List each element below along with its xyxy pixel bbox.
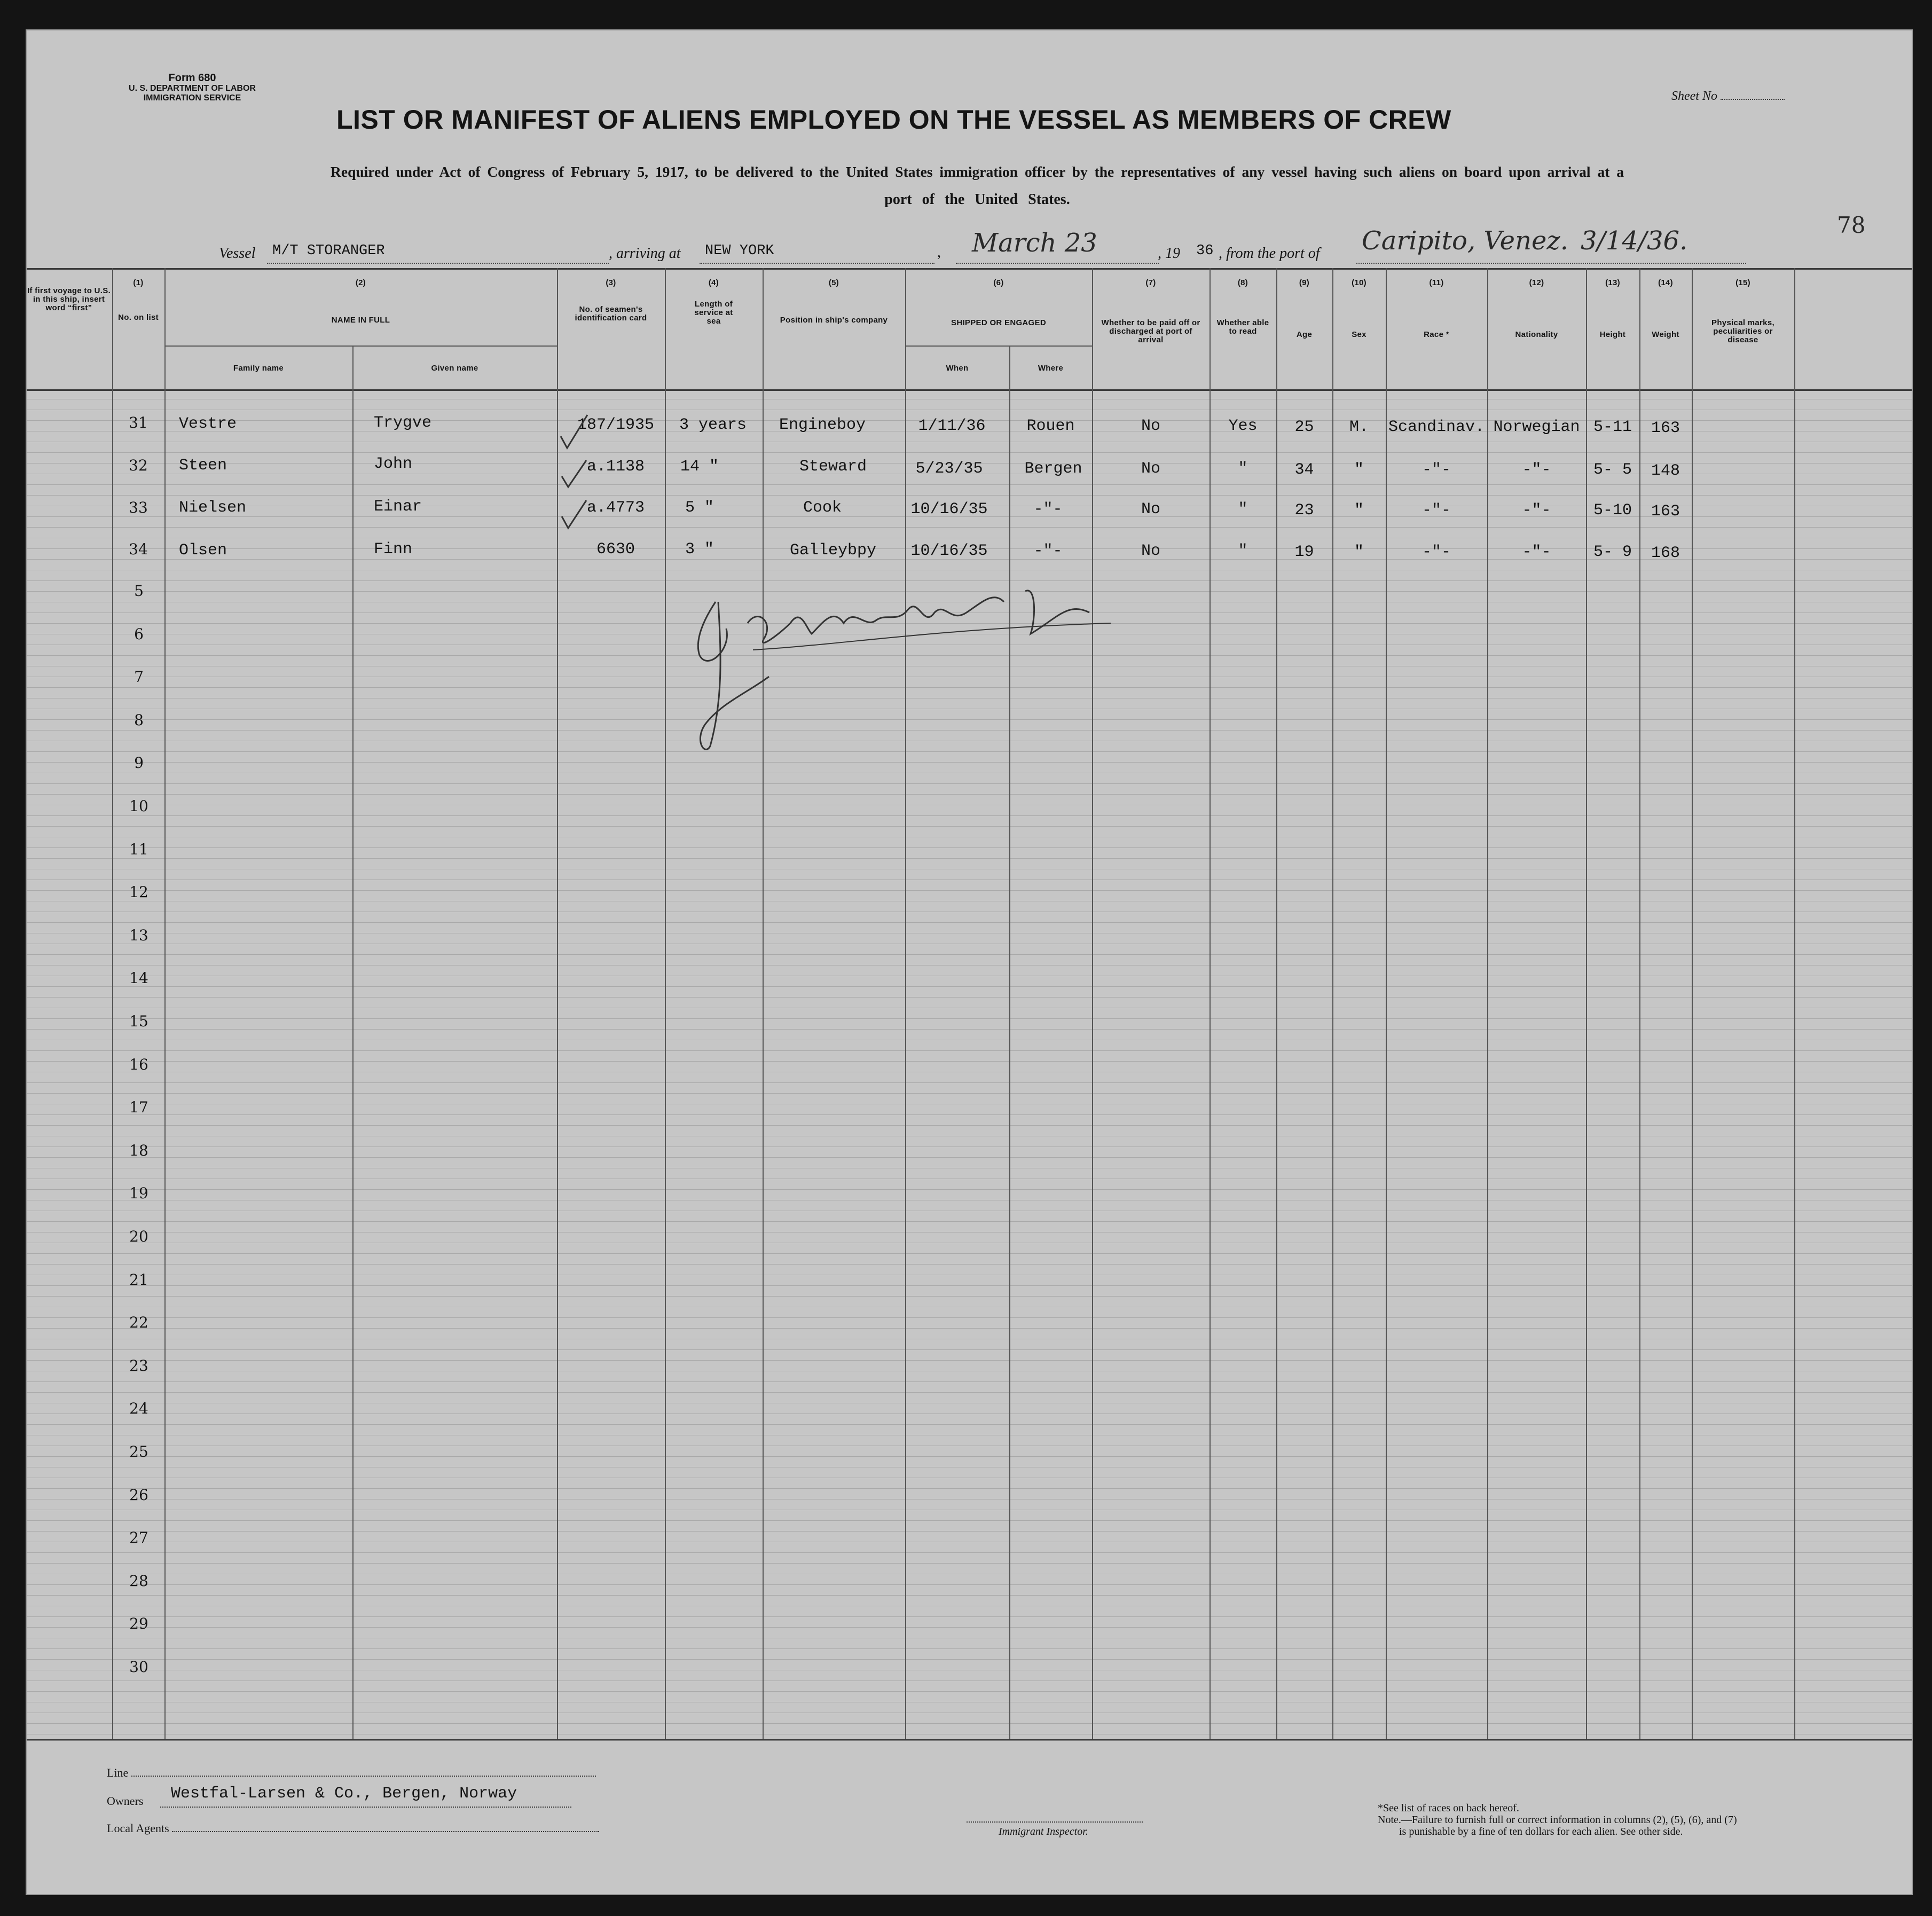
ruled-line	[27, 783, 1912, 784]
sex: M.	[1349, 418, 1369, 436]
height: 5-11	[1593, 418, 1632, 436]
column-divider	[665, 268, 666, 1739]
position: Cook	[803, 499, 842, 517]
ruled-line	[27, 1093, 1912, 1094]
page-title: LIST OR MANIFEST OF ALIENS EMPLOYED ON THE VESSEL AS MEMBERS OF CREW	[336, 105, 1451, 135]
ruled-line	[27, 1253, 1912, 1254]
department-name: U. S. DEPARTMENT OF LABOR	[129, 84, 256, 93]
header-no-on-list: No. on list	[118, 313, 159, 322]
shipped-where: -"-	[1033, 500, 1063, 519]
header-col10-number: (10)	[1352, 278, 1366, 287]
header-physical-marks: Physical marks, peculiarities or disease	[1711, 318, 1774, 344]
ruled-lines	[27, 30, 1912, 1894]
column-divider	[1692, 268, 1693, 1739]
ruled-line	[27, 847, 1912, 848]
ruled-line	[27, 1050, 1912, 1051]
ruled-line	[27, 1296, 1912, 1297]
row-number: 10	[129, 797, 148, 815]
ruled-line	[27, 1595, 1912, 1596]
ruled-line	[27, 1157, 1912, 1158]
ruled-line	[27, 1392, 1912, 1393]
shipped-when: 1/11/36	[918, 417, 986, 435]
row-number: 33	[129, 499, 148, 516]
form-number: Form 680	[168, 72, 216, 84]
service-length: 5 "	[685, 499, 714, 517]
from-port-label: , from the port of	[1219, 245, 1320, 262]
shipped-when: 10/16/35	[910, 500, 988, 519]
able-to-read: "	[1238, 460, 1248, 478]
header-shipped-or-engaged: SHIPPED OR ENGAGED	[951, 318, 1046, 327]
header-name-in-full: NAME IN FULL	[331, 316, 390, 325]
row-number: 14	[129, 969, 148, 987]
footer-separator	[27, 1740, 1912, 1741]
column-divider	[1276, 268, 1277, 1739]
nationality: Norwegian	[1493, 418, 1580, 436]
age: 23	[1294, 501, 1314, 520]
row-number: 19	[129, 1184, 148, 1202]
arriving-label: , arriving at	[609, 245, 681, 262]
paid-off: No	[1141, 500, 1160, 519]
given-name: Finn	[374, 540, 413, 559]
paid-off: No	[1141, 417, 1160, 435]
given-name: Einar	[374, 498, 422, 516]
ruled-line	[27, 954, 1912, 955]
ruled-line	[27, 890, 1912, 891]
service-length: 14 "	[680, 458, 719, 476]
comma-separator: ,	[937, 244, 941, 261]
row-number: 6	[134, 625, 144, 643]
inspector-label: Immigrant Inspector.	[999, 1826, 1088, 1838]
ruled-line	[27, 1061, 1912, 1062]
header-length-of-service: Length of service at sea	[694, 300, 733, 326]
header-sex: Sex	[1352, 330, 1366, 339]
vessel-label: Vessel	[219, 245, 256, 262]
able-to-read: Yes	[1228, 417, 1258, 435]
subtitle-line-2: port of the United States.	[884, 191, 1070, 208]
header-col5-number: (5)	[828, 278, 839, 287]
ruled-line	[27, 1616, 1912, 1617]
family-name: Steen	[179, 457, 227, 475]
header-when: When	[946, 364, 969, 373]
id-card-number: a.4773	[586, 499, 645, 517]
line-label-text: Line	[107, 1766, 129, 1779]
service-length: 3 years	[679, 416, 747, 434]
header-col7-number: (7)	[1145, 278, 1156, 287]
family-name: Nielsen	[179, 499, 247, 517]
agents-label: Local Agents	[107, 1821, 169, 1835]
fine-note-1: Note.—Failure to furnish full or correct information in columns (2), (5), (6), and (7)	[1378, 1814, 1737, 1826]
row-number: 15	[129, 1012, 148, 1030]
race: -"-	[1421, 501, 1451, 520]
id-card-number: 6630	[596, 540, 635, 559]
column-divider	[905, 268, 906, 1739]
sex: "	[1354, 501, 1364, 520]
ruled-line	[27, 826, 1912, 827]
ruled-line	[27, 527, 1912, 528]
weight: 148	[1651, 462, 1680, 480]
row-number: 9	[134, 754, 144, 772]
ruled-line	[27, 858, 1912, 859]
ruled-line	[27, 495, 1912, 496]
fine-note-2: is punishable by a fine of ten dollars for each alien. See other side.	[1399, 1826, 1683, 1838]
vessel-name: M/T STORANGER	[272, 243, 385, 259]
race: Scandinav.	[1388, 418, 1485, 436]
header-col3-number: (3)	[606, 278, 616, 287]
ruled-line	[27, 1563, 1912, 1564]
ruled-line	[27, 1189, 1912, 1190]
ruled-line	[27, 1317, 1912, 1318]
row-number: 16	[129, 1056, 148, 1073]
row-number: 13	[129, 926, 148, 944]
column-divider	[1210, 268, 1211, 1739]
shipped-when: 10/16/35	[910, 542, 988, 560]
ruled-line	[27, 1520, 1912, 1521]
column-divider	[164, 268, 166, 1739]
line-blank	[131, 1776, 596, 1777]
row-number: 20	[129, 1228, 148, 1245]
ruled-line	[27, 997, 1912, 998]
check-mark-icon	[561, 415, 587, 448]
header-col2-number: (2)	[355, 278, 366, 287]
position: Engineboy	[779, 416, 866, 434]
ruled-line	[27, 1029, 1912, 1030]
ruled-line	[27, 1125, 1912, 1126]
row-number: 25	[129, 1443, 148, 1460]
shipped-where: -"-	[1033, 542, 1063, 560]
ruled-line	[27, 1082, 1912, 1083]
ruled-line	[27, 1648, 1912, 1649]
family-name: Vestre	[179, 415, 237, 433]
header-id-card: No. of seamen's identification card	[575, 305, 647, 323]
agents-blank	[172, 1831, 599, 1832]
row-number: 22	[129, 1314, 148, 1331]
arriving-port: NEW YORK	[705, 243, 774, 259]
paid-off: No	[1141, 542, 1160, 560]
check-marks	[555, 404, 619, 580]
ruled-line	[27, 1328, 1912, 1329]
row-number: 8	[134, 711, 144, 729]
weight: 168	[1651, 544, 1680, 562]
header-col6-number: (6)	[993, 278, 1004, 287]
row-number: 29	[129, 1615, 148, 1632]
age: 34	[1294, 461, 1314, 479]
header-race: Race *	[1424, 330, 1449, 339]
departure-port: Caripito, Venez.	[1362, 226, 1568, 256]
ruled-line	[27, 1381, 1912, 1382]
header-where: Where	[1038, 364, 1064, 373]
sheet-page-number: 78	[1837, 212, 1866, 238]
arrival-year: 36	[1196, 243, 1214, 259]
ruled-line	[27, 815, 1912, 816]
column-divider	[352, 345, 354, 1739]
ruled-line	[27, 1552, 1912, 1553]
check-mark-icon	[562, 460, 586, 487]
nationality: -"-	[1522, 543, 1551, 561]
header-given-name: Given name	[431, 364, 478, 373]
sex: "	[1354, 461, 1364, 479]
ruled-line	[27, 1018, 1912, 1019]
column-divider	[1586, 268, 1587, 1739]
ruled-line	[27, 1456, 1912, 1457]
ruled-line	[27, 1349, 1912, 1350]
row-number: 18	[129, 1142, 148, 1159]
header-family-name: Family name	[233, 364, 284, 373]
able-to-read: "	[1238, 542, 1248, 560]
shipped-when: 5/23/35	[915, 460, 983, 478]
header-col1-number: (1)	[133, 278, 144, 287]
races-note: *See list of races on back hereof.	[1378, 1802, 1519, 1814]
age: 25	[1294, 418, 1314, 436]
row-number: 12	[129, 883, 148, 901]
id-card-number: a.1138	[586, 458, 645, 476]
column-divider	[112, 268, 113, 1739]
ruled-line	[27, 794, 1912, 795]
age: 19	[1294, 543, 1314, 561]
ruled-line	[27, 1584, 1912, 1585]
ruled-line	[27, 1627, 1912, 1628]
weight: 163	[1651, 419, 1680, 437]
height: 5-10	[1593, 501, 1632, 520]
owners-label: Owners	[107, 1794, 144, 1808]
line-label	[107, 1766, 596, 1780]
ruled-line	[27, 1114, 1912, 1115]
owners-row	[107, 1794, 143, 1808]
nationality: -"-	[1522, 461, 1551, 479]
position: Steward	[799, 458, 867, 476]
row-number: 17	[129, 1098, 148, 1116]
inspector-line	[967, 1821, 1143, 1823]
header-col4-number: (4)	[708, 278, 719, 287]
weight: 163	[1651, 502, 1680, 521]
column-divider	[1386, 268, 1387, 1739]
header-col14-number: (14)	[1658, 278, 1673, 287]
ruled-line	[27, 1221, 1912, 1222]
ruled-line	[27, 1723, 1912, 1724]
row-number: 34	[129, 540, 148, 558]
owners-blank	[160, 1807, 571, 1808]
header-first-voyage: If first voyage to U.S. in this ship, insert word “first”	[27, 286, 111, 312]
header-weight: Weight	[1652, 330, 1679, 339]
column-divider	[1794, 268, 1795, 1739]
id-card-number: 187/1935	[577, 416, 655, 434]
header-paid-off: Whether to be paid off or discharged at port of arrival	[1101, 318, 1200, 344]
header-able-to-read: Whether able to read	[1216, 318, 1269, 336]
row-number: 32	[129, 457, 148, 474]
service-name: IMMIGRATION SERVICE	[143, 93, 241, 103]
arrival-date: March 23	[972, 228, 1097, 258]
row-number: 5	[134, 582, 144, 600]
row-number: 30	[129, 1658, 148, 1676]
owners-name: Westfal-Larsen & Co., Bergen, Norway	[171, 1785, 517, 1803]
departure-date: 3/14/36.	[1581, 226, 1688, 256]
column-divider	[763, 268, 764, 1739]
row-number: 26	[129, 1486, 148, 1504]
given-name: John	[374, 455, 413, 473]
header-col13-number: (13)	[1605, 278, 1620, 287]
row-number: 27	[129, 1529, 148, 1546]
ruled-line	[27, 1264, 1912, 1265]
ruled-line	[27, 1285, 1912, 1286]
column-divider	[1639, 268, 1640, 1739]
ruled-line	[27, 452, 1912, 453]
sheet-label-text: Sheet No	[1671, 89, 1717, 103]
year-prefix: , 19	[1158, 245, 1180, 262]
race: -"-	[1421, 543, 1451, 561]
ruled-line	[27, 762, 1912, 763]
race: -"-	[1421, 461, 1451, 479]
header-position: Position in ship's company	[780, 316, 888, 325]
row-number: 23	[129, 1357, 148, 1375]
column-divider	[1487, 268, 1488, 1739]
shipped-where: Bergen	[1024, 460, 1082, 478]
sex: "	[1354, 543, 1364, 561]
row-number: 31	[129, 414, 148, 431]
column-divider	[1092, 268, 1093, 1739]
header-col8-number: (8)	[1237, 278, 1248, 287]
shipped-where: Rouen	[1026, 417, 1075, 435]
ruled-line	[27, 1691, 1912, 1692]
service-length: 3 "	[685, 540, 714, 559]
position: Galleybpy	[789, 541, 877, 560]
row-number: 21	[129, 1271, 148, 1289]
given-name: Trygve	[374, 414, 432, 432]
ruled-line	[27, 1531, 1912, 1532]
header-nationality: Nationality	[1515, 330, 1558, 339]
agents-row	[107, 1821, 599, 1835]
header-col12-number: (12)	[1529, 278, 1544, 287]
ruled-line	[27, 1360, 1912, 1361]
row-number: 28	[129, 1572, 148, 1590]
height: 5- 5	[1593, 461, 1632, 479]
header-age: Age	[1296, 330, 1313, 339]
inspector-signature	[684, 570, 1143, 762]
family-name: Olsen	[179, 541, 227, 560]
paid-off: No	[1141, 460, 1160, 478]
ruled-line	[27, 1659, 1912, 1660]
ruled-line	[27, 1488, 1912, 1489]
header-height: Height	[1599, 330, 1626, 339]
nationality: -"-	[1522, 501, 1551, 520]
header-col11-number: (11)	[1429, 278, 1444, 287]
ruled-line	[27, 986, 1912, 987]
ruled-line	[27, 922, 1912, 923]
able-to-read: "	[1238, 500, 1248, 519]
column-divider	[1332, 268, 1333, 1739]
check-mark-icon	[562, 500, 586, 528]
height: 5- 9	[1593, 543, 1632, 561]
row-number: 11	[129, 841, 148, 858]
header-col15-number: (15)	[1735, 278, 1750, 287]
row-number: 24	[129, 1400, 148, 1417]
manifest-sheet	[26, 29, 1913, 1895]
ruled-line	[27, 484, 1912, 485]
header-col9-number: (9)	[1299, 278, 1310, 287]
subtitle-line-1: Required under Act of Congress of February 5, 1917, to be delivered to the United States immigration officer by the representatives of any vessel having such aliens on board upon arrival at a	[331, 163, 1624, 180]
ruled-line	[27, 1424, 1912, 1425]
row-number: 7	[134, 668, 144, 686]
